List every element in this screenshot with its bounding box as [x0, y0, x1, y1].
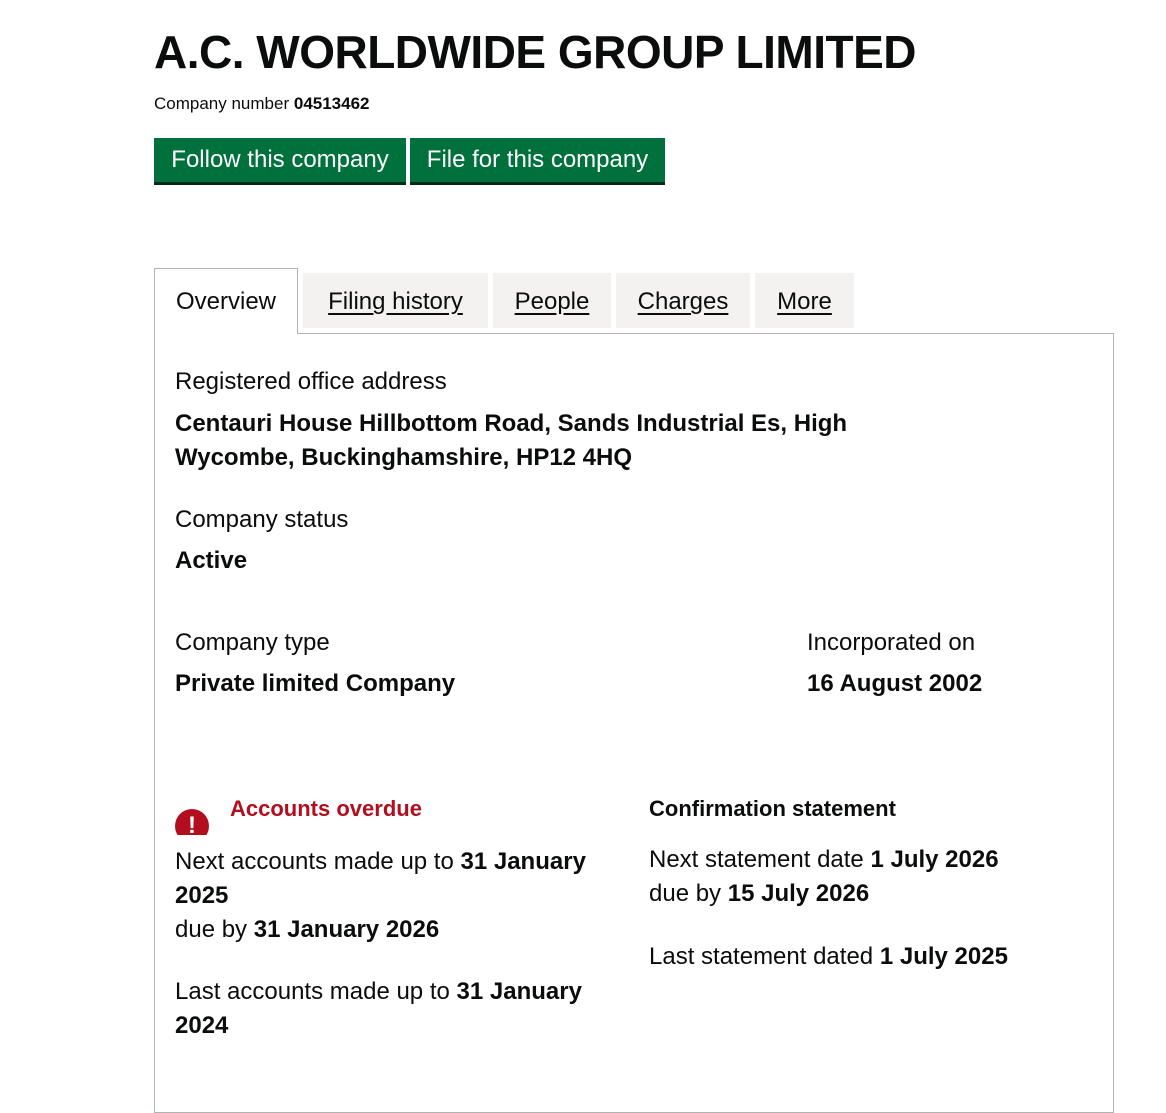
tab-filing-history[interactable]: Filing history [303, 273, 488, 328]
next-accounts-prefix: Next accounts made up to [175, 848, 454, 875]
statement-due-prefix: due by [649, 880, 722, 907]
follow-company-button[interactable]: Follow this company [154, 138, 406, 182]
next-statement-prefix: Next statement date [649, 846, 864, 873]
file-for-company-button[interactable]: File for this company [410, 138, 665, 182]
last-accounts-text [175, 975, 615, 1043]
address-line-2: Wycombe, Buckinghamshire, HP12 4HQ [175, 444, 633, 471]
incorporated-value: 16 August 2002 [807, 670, 983, 697]
tab-charges[interactable]: Charges [616, 273, 750, 328]
next-statement-text [649, 843, 1069, 911]
incorporated-label: Incorporated on [807, 629, 976, 656]
company-type-value: Private limited Company [175, 670, 456, 697]
status-label: Company status [175, 506, 349, 533]
last-statement-date: 1 July 2025 [879, 943, 1008, 970]
accounts-due-prefix: due by [175, 916, 248, 943]
statement-due-date: 15 July 2026 [727, 880, 870, 907]
last-statement-text [649, 940, 1069, 974]
address-line-1: Centauri House Hillbottom Road, Sands Industrial Es, High [175, 410, 848, 437]
company-number [154, 93, 370, 115]
accounts-overdue-title: Accounts overdue [230, 796, 422, 821]
tab-overview[interactable]: Overview [154, 268, 298, 334]
tab-people[interactable]: People [493, 273, 611, 328]
confirmation-statement-title: Confirmation statement [649, 796, 896, 821]
company-number-label: Company number [154, 94, 290, 113]
warning-icon: ! [175, 809, 209, 835]
next-accounts-date: 31 January 2025 [175, 848, 586, 909]
company-type-label: Company type [175, 629, 330, 656]
overview-panel [154, 333, 1114, 1113]
last-statement-prefix: Last statement dated [649, 943, 874, 970]
next-statement-date: 1 July 2026 [870, 846, 999, 873]
company-tabs [154, 268, 1114, 334]
tab-more[interactable]: More [755, 273, 854, 328]
company-number-value: 04513462 [293, 94, 370, 113]
accounts-due-date: 31 January 2026 [253, 916, 440, 943]
address-value [175, 407, 847, 475]
last-accounts-prefix: Last accounts made up to [175, 978, 450, 1005]
next-accounts-text [175, 845, 615, 947]
status-value: Active [175, 547, 248, 574]
last-accounts-date: 31 January 2024 [175, 978, 582, 1039]
address-label: Registered office address [175, 368, 447, 395]
page-title: A.C. WORLDWIDE GROUP LIMITED [154, 26, 917, 78]
